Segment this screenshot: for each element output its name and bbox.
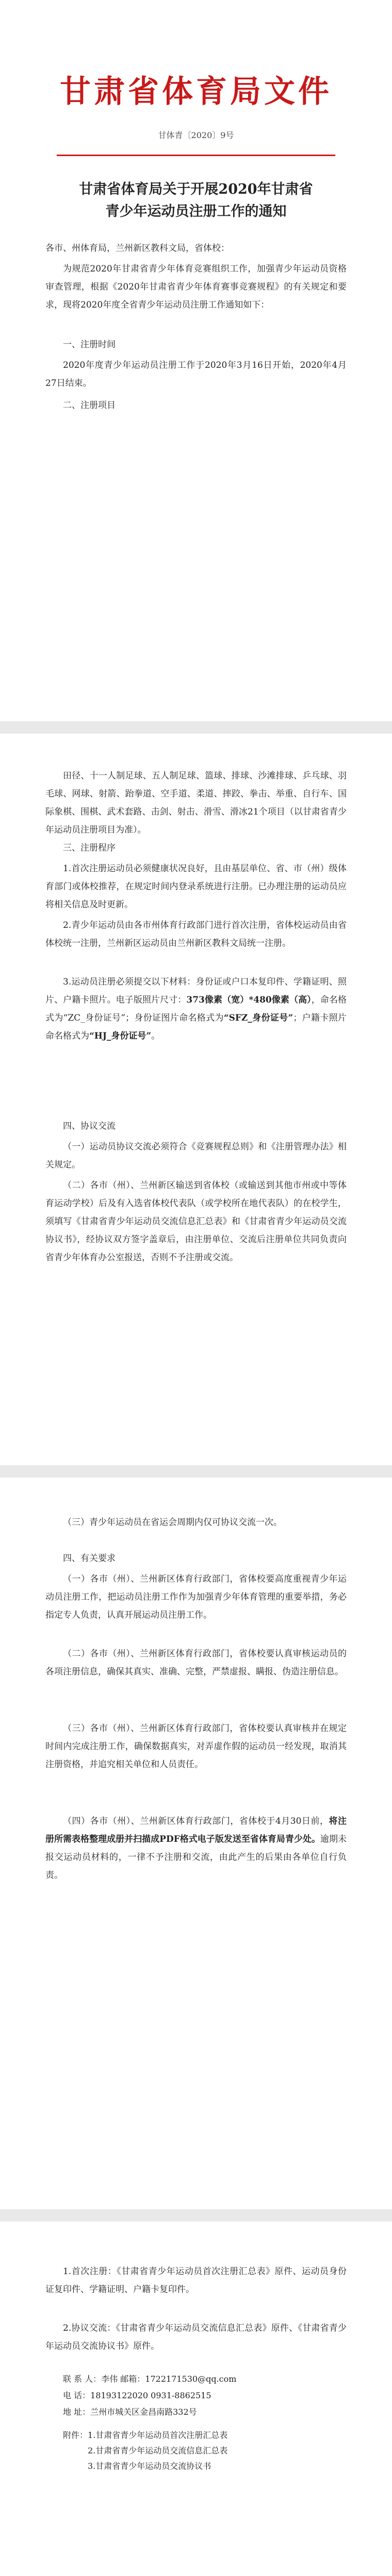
section-3-p2: 2.青少年运动员由各市州体育行政部门进行首次注册，省体校运动员由省体校统一注册，兰州新区运动员由兰州新区教科文局统一注册。 xyxy=(45,920,347,948)
appendix-list xyxy=(63,2428,227,2474)
page-gap xyxy=(0,721,392,734)
section-3-p3-d: 。 xyxy=(151,1031,160,1041)
id-naming: “SFZ_身份证号” xyxy=(223,1013,293,1023)
section-4-p3: （三）青少年运动员在省运会周期内仅可协议交流一次。 xyxy=(63,1517,282,1528)
section-4-p2: （二）各市（州）、兰州新区输送到省体校（或输送到其他市州或中等体育运动学校）后及有入选省体校代表队（或学校所在地代表队）的在校学生，须填写《甘肃省青少年运动员交流信息汇总表》和《甘肃省青少年运动员交流协议书》，经协议双方签字盖章后，由注册单位、交流后注册单位共同负责向省青少年体育办公室报送，否则不予注册或交流。 xyxy=(45,1180,347,1263)
section-5-p1: （一）各市（州）、兰州新区体育行政部门，省体校要高度重视青少年运动员注册工作，把运动员注册工作作为加强青少年体育管理的重要举措，务必指定专人负责，认真开展运动员注册工作。 xyxy=(45,1574,347,1620)
page-3 xyxy=(0,1478,392,2209)
phone-label: 电 话： xyxy=(63,2391,91,2400)
appendix-row-1 xyxy=(63,2428,227,2443)
section-5-p2: （二）各市（州）、兰州新区体育行政部门，省体校要认真审核运动员的各项注册信息，确保其真实、准确、完整，严禁虚报、瞒报、伪造注册信息。 xyxy=(45,1649,347,1677)
red-divider xyxy=(57,155,335,156)
contact-row xyxy=(63,2371,236,2387)
photo-size: 373像素（宽）*480像素（高） xyxy=(186,995,312,1005)
section-2-text: 田径、十一人制足球、五人制足球、篮球、排球、沙滩排球、乒乓球、羽毛球、网球、射箭、跆拳道、空手道、柔道、摔跤、拳击、举重、自行车、国际象棋、围棋、武术套路、击剑、射击、滑雪、滑冰21个项目（以甘肃省青少年运动员注册项目为准）。 xyxy=(45,771,347,835)
address-row xyxy=(63,2404,236,2420)
notice-title-line1: 甘肃省体育局关于开展2020年甘肃省 xyxy=(79,181,313,197)
recipients: 各市、州体育局，兰州新区教科文局，省体校： xyxy=(45,243,230,253)
attachment-2: 2.协议交流：《甘肃省青少年运动员交流信息汇总表》原件、《甘肃省青少年运动员交流协议书》原件。 xyxy=(45,2323,347,2351)
doc-number: 甘体青〔2020〕9号 xyxy=(158,130,234,140)
section-5-heading: 四、有关要求 xyxy=(63,1553,116,1564)
contact-value: 李伟 邮箱：1722171530@qq.com xyxy=(101,2374,237,2384)
section-1-text: 2020年度青少年运动员注册工作于2020年3月16日开始，2020年4月27日结束。 xyxy=(45,360,347,388)
section-5-p4-c: 逾期未报交运动员材料的，一律不予注册和交流，由此产生的后果由各单位自行负责。 xyxy=(45,1834,347,1880)
page-4 xyxy=(0,2222,392,2576)
phone-row xyxy=(63,2387,236,2404)
section-4-heading: 四、协议交流 xyxy=(63,1121,116,1131)
appendix-item-3: 3.甘肃省青少年运动员交流协议书 xyxy=(88,2461,211,2471)
notice-title-line2: 青少年运动员注册工作的通知 xyxy=(105,204,287,219)
hj-naming: “HJ_身份证号” xyxy=(89,1031,152,1041)
section-3-p3 xyxy=(45,973,347,1045)
contact-label: 联 系 人： xyxy=(63,2374,102,2384)
page-2 xyxy=(0,734,392,1465)
phone-value: 18193122020 0931-8862515 xyxy=(90,2391,211,2400)
section-1-heading: 一、注册时间 xyxy=(63,340,116,350)
section-3-p3-a: 3.运动员注册必须提交以下材料：身份证或户口本复印件、学籍证明、照片、户籍卡照片。电子版照片尺寸： xyxy=(45,977,347,1005)
section-5-p4-bold: 将注册所需表格整理成册并扫描成PDF格式电子版发送至省体育局青少处。 xyxy=(45,1816,347,1844)
section-3-p3-c: ；户籍卡照片命名格式为 xyxy=(45,1013,347,1041)
section-4-p1: （一）运动员协议交流必须符合《竞赛规程总则》和《注册管理办法》相关规定。 xyxy=(45,1142,347,1170)
address-value: 兰州市城关区金昌南路332号 xyxy=(90,2407,197,2417)
address-label: 地 址： xyxy=(63,2407,91,2417)
section-5-p4-a: （四）各市（州）、兰州新区体育行政部门，省体校于4月30日前， xyxy=(63,1816,329,1826)
section-2-heading: 二、注册项目 xyxy=(63,400,116,411)
section-3-p1: 1.首次注册运动员必须健康状况良好，且由基层单位、省、市（州）级体育部门或体校推荐，在规定时间内登录系统进行注册。已办理注册的运动员应将相关信息及时更新。 xyxy=(45,863,347,910)
org-title: 甘肃省体育局文件 xyxy=(60,74,332,110)
appendix-item-1: 1.甘肃省青少年运动员首次注册汇总表 xyxy=(88,2430,228,2440)
intro-paragraph: 为规范2020年甘肃省青少年体育竞赛组织工作，加强青少年运动员资格审查管理，根据《2020年甘肃省青少年体育赛事竞赛规程》的有关规定和要求，现将2020年度全省青少年运动员注册工作通知如下： xyxy=(45,264,347,310)
page-1 xyxy=(0,0,392,721)
appendix-item-2: 2.甘肃省青少年运动员交流信息汇总表 xyxy=(88,2446,228,2455)
attachment-1: 1.首次注册：《甘肃省青少年运动员首次注册汇总表》原件、运动员身份证复印件、学籍证明、户籍卡复印件。 xyxy=(45,2266,347,2295)
section-3-heading: 三、注册程序 xyxy=(63,843,116,853)
section-5-p3: （三）各市（州）、兰州新区体育行政部门，省体校要认真审核并在规定时间内完成注册工作，确保数据真实，对弄虚作假的运动员一经发现，取消其注册资格，并追究相关单位和人员责任。 xyxy=(45,1723,347,1770)
section-3-p3-b: ，命名格式为“ZC_身份证号”；身份证图片命名格式为 xyxy=(45,995,347,1023)
contact-block xyxy=(63,2371,236,2420)
page-gap xyxy=(0,2209,392,2222)
appendix-label: 附件： xyxy=(63,2430,88,2440)
section-5-p4 xyxy=(45,1812,347,1885)
page-gap xyxy=(0,1465,392,1478)
